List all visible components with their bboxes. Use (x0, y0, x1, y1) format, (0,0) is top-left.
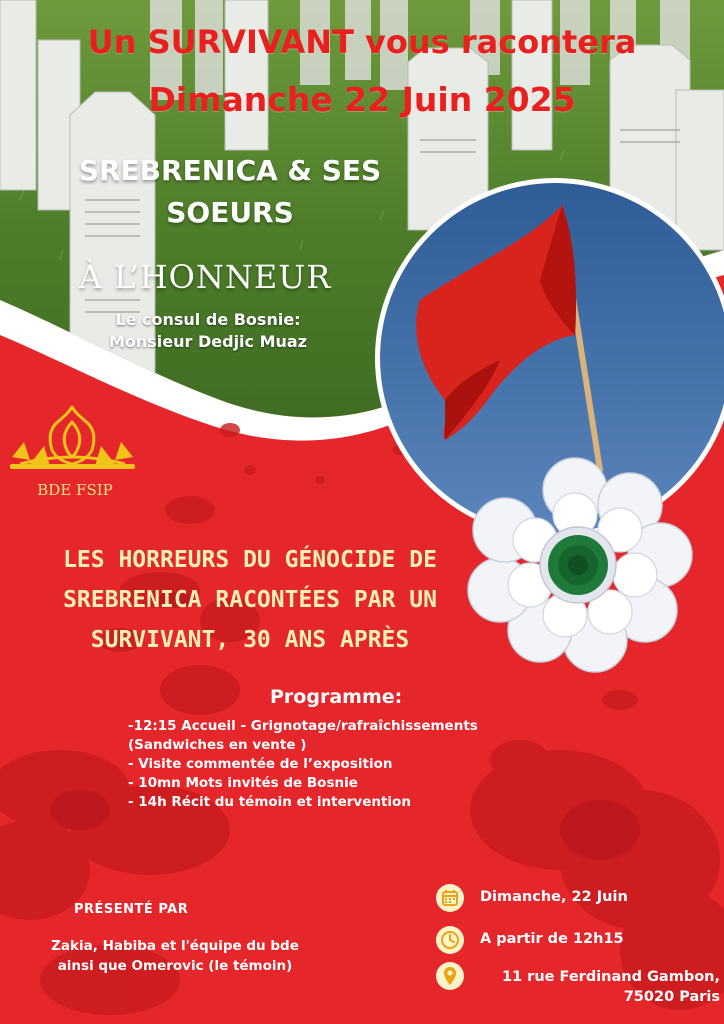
tagline-line-2: SREBRENICA RACONTÉES PAR UN (63, 587, 437, 613)
clock-icon (436, 926, 464, 954)
address-line-1: 11 rue Ferdinand Gambon, (501, 969, 720, 985)
date-label: Dimanche, 22 Juin (480, 889, 628, 905)
programme-item: - 14h Récit du témoin et intervention (128, 794, 411, 810)
logo-text: BDE FSIP (37, 481, 113, 499)
address-line-2: 75020 Paris (623, 989, 720, 1005)
presented-by-label: PRÉSENTÉ PAR (74, 902, 189, 917)
programme-item: - 10mn Mots invités de Bosnie (128, 775, 358, 791)
address (480, 967, 720, 1007)
programme-item: (Sandwiches en vente ) (128, 737, 307, 753)
event-title-line-2: SOEURS (166, 196, 294, 229)
consul-info (58, 309, 358, 353)
honour-label: À L’HONNEUR (78, 258, 332, 296)
tagline-line-1: LES HORREURS DU GÉNOCIDE DE (63, 547, 437, 573)
presenters-line-1: Zakia, Habiba et l'équipe du bde (51, 938, 299, 954)
calendar-icon (436, 884, 464, 912)
location-pin-icon (436, 962, 464, 990)
programme-title: Programme: (270, 686, 403, 708)
consul-line-2: Monsieur Dedjic Muaz (108, 332, 308, 351)
programme-item: - Visite commentée de l’exposition (128, 756, 393, 772)
event-title (60, 150, 400, 234)
time-label: A partir de 12h15 (480, 931, 624, 947)
consul-line-1: Le consul de Bosnie: (115, 310, 301, 329)
headline-line-2: Dimanche 22 Juin 2025 (148, 80, 576, 119)
headline-line-1: Un SURVIVANT vous racontera (87, 23, 637, 61)
tagline-line-3: SURVIVANT, 30 ANS APRÈS (90, 627, 410, 653)
programme-list (128, 717, 548, 812)
presenters (0, 936, 350, 976)
tagline (0, 540, 500, 660)
event-title-line-1: SREBRENICA & SES (78, 154, 382, 187)
programme-item: -12:15 Accueil - Grignotage/rafraîchissements (128, 718, 478, 734)
presenters-line-2: ainsi que Omerovic (le témoin) (57, 958, 293, 974)
